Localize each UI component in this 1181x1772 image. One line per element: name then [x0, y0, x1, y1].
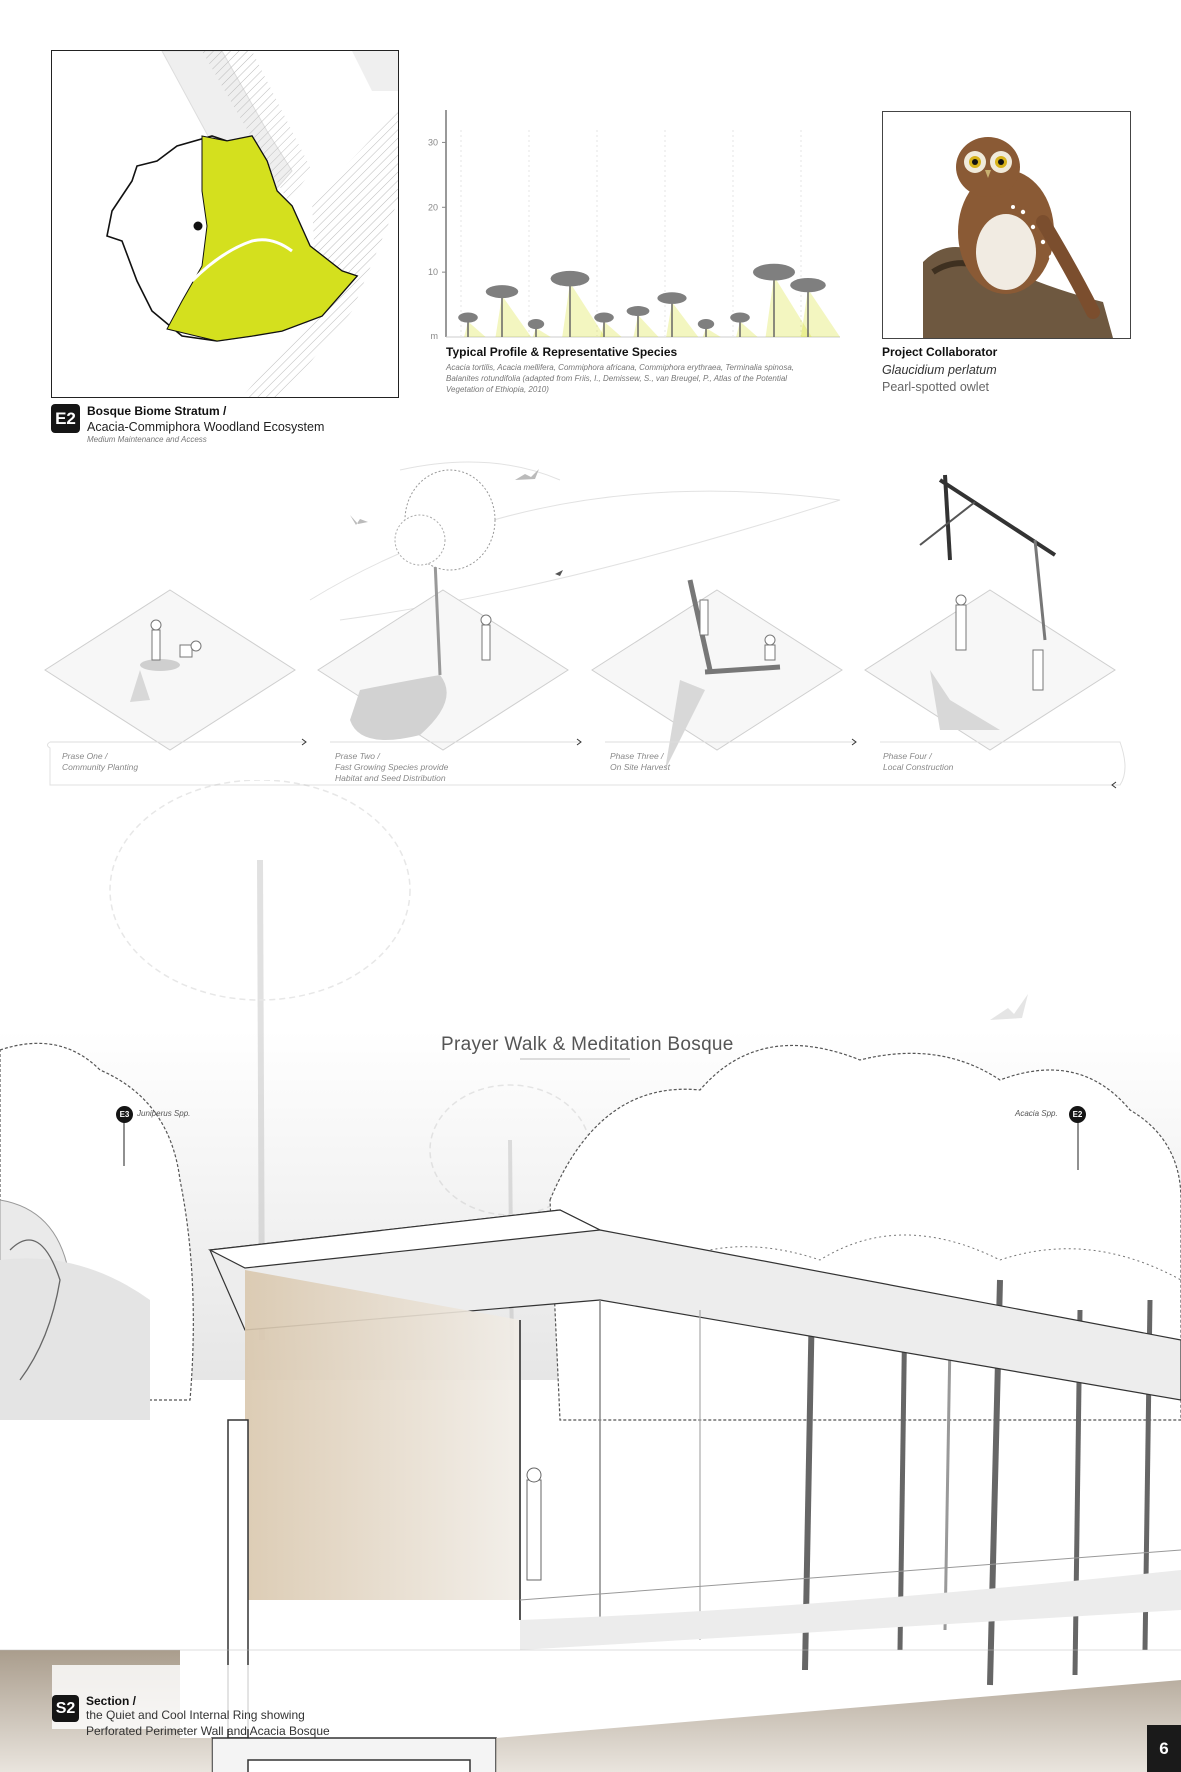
section-title: Prayer Walk & Meditation Bosque — [441, 1034, 734, 1055]
site-marker — [194, 222, 203, 231]
tree-canopy — [657, 292, 686, 304]
phase-three-description: On Site Harvest — [610, 762, 670, 772]
phase-three-number: Phase Three / — [610, 751, 664, 761]
juniperus-pin: E3 — [116, 1106, 133, 1123]
tree-canopy — [486, 285, 518, 298]
section-drawing — [0, 780, 1181, 1772]
chart-species: Acacia tortilis, Acacia mellifera, Commiphora africana, Commiphora erythraea, Terminalia spinosa, Balanites rotundifolia — [446, 363, 794, 383]
y-tick-label-10: 10 — [427, 267, 438, 278]
chart-title: Typical Profile & Representative Species — [446, 345, 678, 359]
tree-canopy — [594, 313, 614, 323]
phase-sequence — [40, 440, 1150, 800]
phase-one-number: Prase One / — [62, 751, 108, 761]
tree-canopy — [790, 278, 826, 292]
y-unit-label: m — [430, 331, 438, 341]
canopy-shade — [666, 302, 698, 337]
tree-canopy — [551, 271, 590, 287]
phase-two-number: Prase Two / — [335, 751, 380, 761]
y-tick-label-30: 30 — [427, 137, 438, 148]
tree-canopy — [627, 306, 650, 316]
map-badge: E2 — [51, 404, 80, 433]
flight-path — [310, 491, 840, 620]
owlet-illustration — [883, 112, 1130, 338]
map-title: Bosque Biome Stratum / — [87, 404, 227, 418]
page-number: 6 — [1147, 1725, 1181, 1772]
canopy-shade — [801, 289, 840, 337]
map-subtitle: Acacia-Commiphora Woodland Ecosystem — [87, 420, 325, 434]
phase-one-description: Community Planting — [62, 762, 139, 772]
tree-canopy — [753, 264, 795, 281]
section-caption-line2: Perforated Perimeter Wall and Acacia Bosque — [86, 1724, 330, 1738]
ethiopia-map — [51, 50, 399, 398]
collaborator-common: Pearl-spotted owlet — [882, 380, 990, 394]
phase-one-label — [62, 751, 138, 773]
bird-icon — [350, 515, 368, 525]
phase-three-label — [610, 751, 670, 773]
tree-canopy — [698, 319, 714, 329]
bird-icon — [515, 469, 539, 480]
phase-two-description-2: Habitat and Seed Distribution — [335, 773, 446, 783]
phase-four-number: Phase Four / — [883, 751, 932, 761]
tree-canopy — [528, 319, 544, 329]
tree-canopy — [730, 313, 750, 323]
person-figure — [527, 1480, 541, 1580]
canopy-shade — [633, 315, 658, 337]
acacia-pin: E2 — [1069, 1106, 1086, 1123]
phase-four-label — [883, 751, 953, 773]
profile-chart — [410, 100, 850, 345]
bird-icon — [990, 994, 1028, 1020]
canopy-shade — [496, 296, 532, 337]
map-graphic — [52, 51, 398, 397]
collaborator-title: Project Collaborator — [882, 345, 998, 359]
section-caption-line1: the Quiet and Cool Internal Ring showing — [86, 1708, 305, 1722]
section-badge: S2 — [52, 1695, 79, 1722]
map-note: Medium Maintenance and Access — [87, 435, 207, 444]
tree-canopy — [458, 313, 478, 323]
bird-icon — [545, 570, 563, 576]
phase-four-description: Local Construction — [883, 762, 954, 772]
section-caption-title: Section / — [86, 1694, 137, 1708]
chart-source: (adapted from Friis, I., Demissew, S., van Breugel, P., Atlas of the Potential Vegetation of Ethiopia, 2010) — [446, 374, 788, 394]
phase-two-description: Fast Growing Species provide — [335, 762, 449, 772]
collaborator-latin: Glaucidium perlatum — [882, 363, 997, 377]
acacia-label: Acacia Spp. — [1015, 1109, 1058, 1118]
owl-photo-frame — [882, 111, 1131, 339]
chart-description — [446, 362, 816, 395]
juniperus-label: Juniperus Spp. — [137, 1109, 191, 1118]
y-tick-label-20: 20 — [427, 202, 438, 213]
canopy-shade — [562, 283, 605, 337]
